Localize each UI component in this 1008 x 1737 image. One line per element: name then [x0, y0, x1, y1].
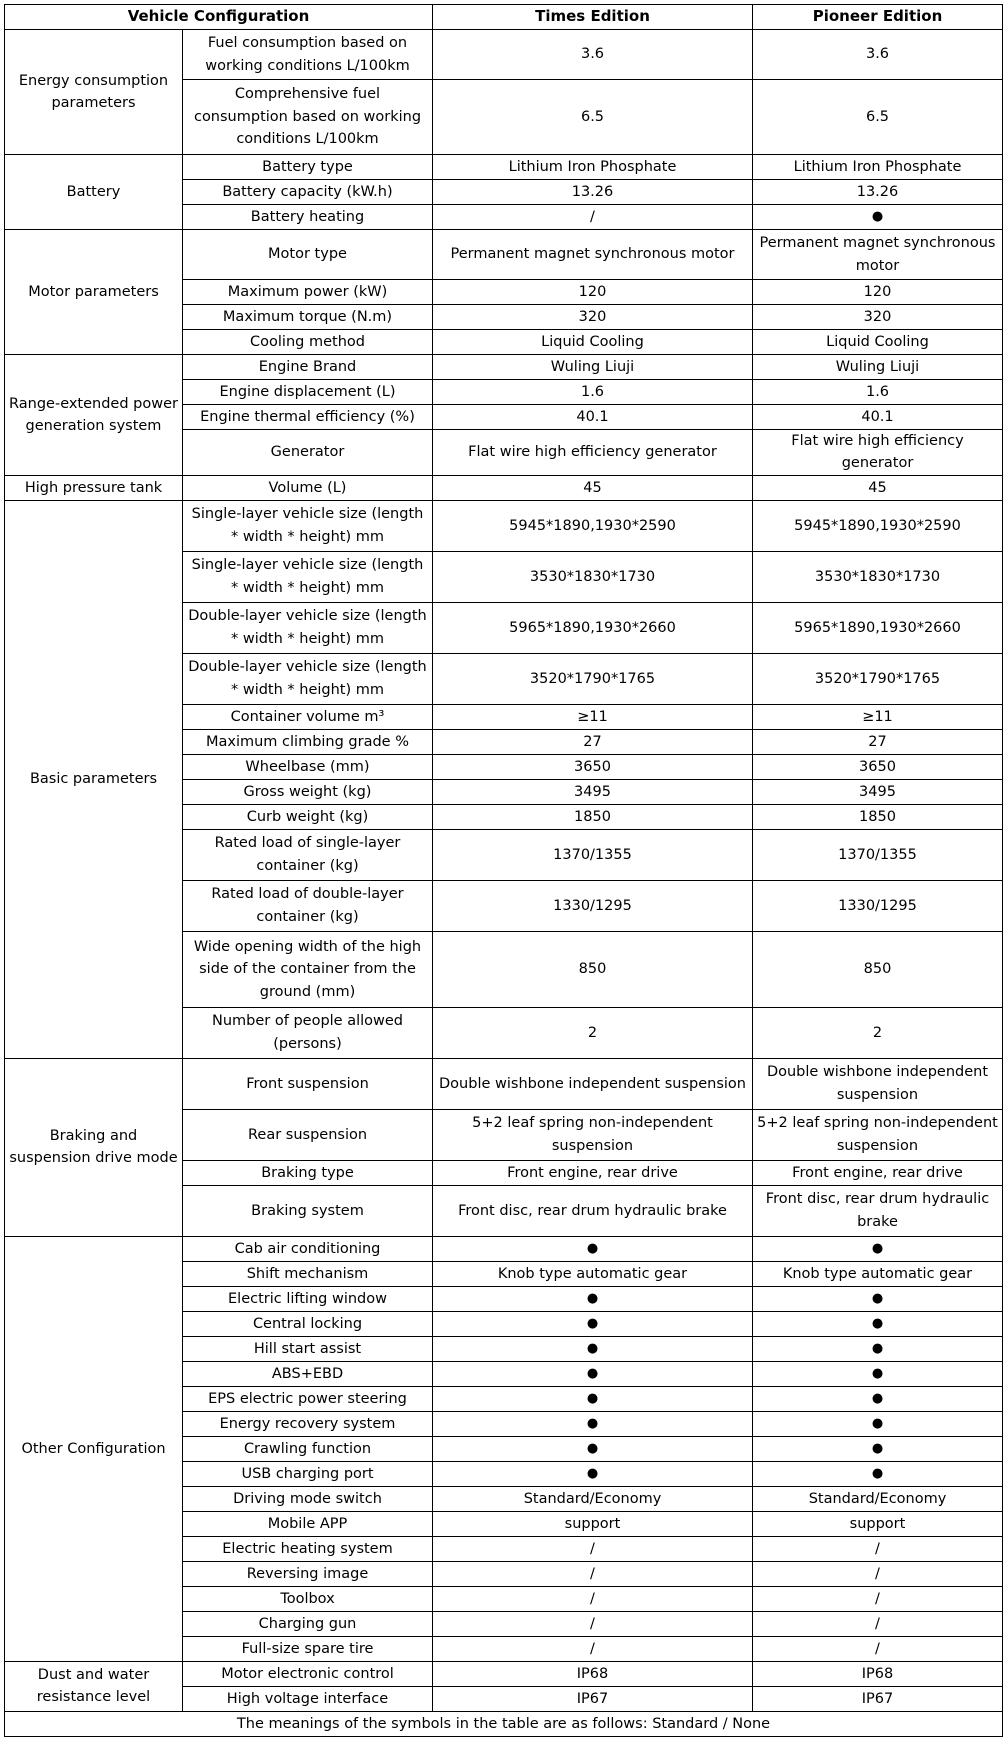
times-edition-value: support [433, 1511, 753, 1536]
parameter-name-cell: Hill start assist [183, 1336, 433, 1361]
group-name-cell: Other Configuration [5, 1236, 183, 1661]
parameter-name-cell: EPS electric power steering [183, 1386, 433, 1411]
parameter-name-cell: Gross weight (kg) [183, 779, 433, 804]
pioneer-edition-value: 2 [753, 1007, 1003, 1058]
times-edition-value: 6.5 [433, 80, 753, 155]
parameter-name-cell: Engine Brand [183, 355, 433, 380]
group-name-cell: Battery [5, 155, 183, 230]
parameter-name-cell: Front suspension [183, 1058, 433, 1109]
times-edition-value: ≥11 [433, 704, 753, 729]
times-edition-value: Knob type automatic gear [433, 1261, 753, 1286]
pioneer-edition-value: ● [753, 1311, 1003, 1336]
parameter-name-cell: Shift mechanism [183, 1261, 433, 1286]
pioneer-edition-value: 120 [753, 280, 1003, 305]
header-pioneer-edition: Pioneer Edition [753, 5, 1003, 30]
table-row [5, 1236, 1003, 1261]
table-row [5, 155, 1003, 180]
pioneer-edition-value: ● [753, 1461, 1003, 1486]
times-edition-value: Lithium Iron Phosphate [433, 155, 753, 180]
parameter-name-cell: Charging gun [183, 1611, 433, 1636]
pioneer-edition-value: Lithium Iron Phosphate [753, 155, 1003, 180]
times-edition-value: IP67 [433, 1686, 753, 1711]
parameter-name-cell: Battery type [183, 155, 433, 180]
times-edition-value: Flat wire high efficiency generator [433, 430, 753, 476]
times-edition-value: 320 [433, 305, 753, 330]
group-name-cell: Dust and water resistance level [5, 1661, 183, 1711]
times-edition-value: 13.26 [433, 180, 753, 205]
times-edition-value: Permanent magnet synchronous motor [433, 230, 753, 280]
times-edition-value: 1370/1355 [433, 829, 753, 880]
pioneer-edition-value: 40.1 [753, 405, 1003, 430]
pioneer-edition-value: IP67 [753, 1686, 1003, 1711]
times-edition-value: ● [433, 1461, 753, 1486]
parameter-name-cell: Rated load of double-layer container (kg) [183, 880, 433, 931]
times-edition-value: / [433, 1586, 753, 1611]
times-edition-value: ● [433, 1286, 753, 1311]
pioneer-edition-value: Flat wire high efficiency generator [753, 430, 1003, 476]
parameter-name-cell: Cab air conditioning [183, 1236, 433, 1261]
table-row [5, 500, 1003, 551]
parameter-name-cell: Reversing image [183, 1561, 433, 1586]
table-row [5, 230, 1003, 280]
footer-row [5, 1711, 1003, 1736]
times-edition-value: / [433, 1561, 753, 1586]
pioneer-edition-value: 850 [753, 931, 1003, 1007]
pioneer-edition-value: 13.26 [753, 180, 1003, 205]
parameter-name-cell: Maximum power (kW) [183, 280, 433, 305]
parameter-name-cell: Toolbox [183, 1586, 433, 1611]
times-edition-value: 27 [433, 729, 753, 754]
table-row [5, 1058, 1003, 1109]
times-edition-value: ● [433, 1236, 753, 1261]
pioneer-edition-value: ● [753, 205, 1003, 230]
times-edition-value: Front engine, rear drive [433, 1160, 753, 1185]
table-row [5, 355, 1003, 380]
parameter-name-cell: Rated load of single-layer container (kg) [183, 829, 433, 880]
times-edition-value: 3.6 [433, 30, 753, 80]
pioneer-edition-value: 27 [753, 729, 1003, 754]
pioneer-edition-value: / [753, 1636, 1003, 1661]
pioneer-edition-value: ● [753, 1286, 1003, 1311]
header-times-edition: Times Edition [433, 5, 753, 30]
pioneer-edition-value: 3.6 [753, 30, 1003, 80]
pioneer-edition-value: ● [753, 1361, 1003, 1386]
pioneer-edition-value: 1850 [753, 804, 1003, 829]
times-edition-value: 3530*1830*1730 [433, 551, 753, 602]
parameter-name-cell: Number of people allowed (persons) [183, 1007, 433, 1058]
pioneer-edition-value: / [753, 1611, 1003, 1636]
pioneer-edition-value: 5965*1890,1930*2660 [753, 602, 1003, 653]
parameter-name-cell: High voltage interface [183, 1686, 433, 1711]
parameter-name-cell: Generator [183, 430, 433, 476]
times-edition-value: 5965*1890,1930*2660 [433, 602, 753, 653]
pioneer-edition-value: 1.6 [753, 380, 1003, 405]
times-edition-value: IP68 [433, 1661, 753, 1686]
times-edition-value: ● [433, 1361, 753, 1386]
times-edition-value: Wuling Liuji [433, 355, 753, 380]
pioneer-edition-value: Knob type automatic gear [753, 1261, 1003, 1286]
parameter-name-cell: Maximum torque (N.m) [183, 305, 433, 330]
pioneer-edition-value: / [753, 1536, 1003, 1561]
pioneer-edition-value: ● [753, 1411, 1003, 1436]
parameter-name-cell: Maximum climbing grade % [183, 729, 433, 754]
parameter-name-cell: Curb weight (kg) [183, 804, 433, 829]
pioneer-edition-value: / [753, 1561, 1003, 1586]
pioneer-edition-value: 45 [753, 475, 1003, 500]
pioneer-edition-value: 6.5 [753, 80, 1003, 155]
pioneer-edition-value: Front engine, rear drive [753, 1160, 1003, 1185]
pioneer-edition-value: 320 [753, 305, 1003, 330]
times-edition-value: 850 [433, 931, 753, 1007]
parameter-name-cell: Double-layer vehicle size (length * width * height) mm [183, 602, 433, 653]
parameter-name-cell: Driving mode switch [183, 1486, 433, 1511]
pioneer-edition-value: ● [753, 1236, 1003, 1261]
times-edition-value: Standard/Economy [433, 1486, 753, 1511]
times-edition-value: 1330/1295 [433, 880, 753, 931]
pioneer-edition-value: support [753, 1511, 1003, 1536]
parameter-name-cell: Rear suspension [183, 1109, 433, 1160]
group-name-cell: High pressure tank [5, 475, 183, 500]
parameter-name-cell: Container volume m³ [183, 704, 433, 729]
parameter-name-cell: Cooling method [183, 330, 433, 355]
times-edition-value: 40.1 [433, 405, 753, 430]
parameter-name-cell: Battery heating [183, 205, 433, 230]
times-edition-value: 1.6 [433, 380, 753, 405]
parameter-name-cell: Central locking [183, 1311, 433, 1336]
parameter-name-cell: ABS+EBD [183, 1361, 433, 1386]
times-edition-value: / [433, 1611, 753, 1636]
pioneer-edition-value: Permanent magnet synchronous motor [753, 230, 1003, 280]
pioneer-edition-value: 5945*1890,1930*2590 [753, 500, 1003, 551]
times-edition-value: / [433, 1636, 753, 1661]
parameter-name-cell: Wide opening width of the high side of the container from the ground (mm) [183, 931, 433, 1007]
times-edition-value: 2 [433, 1007, 753, 1058]
pioneer-edition-value: 5+2 leaf spring non-independent suspension [753, 1109, 1003, 1160]
table-row [5, 30, 1003, 80]
times-edition-value: 120 [433, 280, 753, 305]
times-edition-value: 45 [433, 475, 753, 500]
pioneer-edition-value: 1330/1295 [753, 880, 1003, 931]
parameter-name-cell: Mobile APP [183, 1511, 433, 1536]
pioneer-edition-value: 3530*1830*1730 [753, 551, 1003, 602]
table-row [5, 475, 1003, 500]
pioneer-edition-value: ● [753, 1436, 1003, 1461]
pioneer-edition-value: 3650 [753, 754, 1003, 779]
parameter-name-cell: Double-layer vehicle size (length * width * height) mm [183, 653, 433, 704]
group-name-cell: Basic parameters [5, 500, 183, 1058]
times-edition-value: ● [433, 1411, 753, 1436]
group-name-cell: Range-extended power generation system [5, 355, 183, 476]
pioneer-edition-value: ≥11 [753, 704, 1003, 729]
symbols-legend-note: The meanings of the symbols in the table are as follows: Standard / None [5, 1711, 1003, 1736]
parameter-name-cell: Single-layer vehicle size (length * width * height) mm [183, 551, 433, 602]
pioneer-edition-value: 1370/1355 [753, 829, 1003, 880]
parameter-name-cell: Comprehensive fuel consumption based on working conditions L/100km [183, 80, 433, 155]
parameter-name-cell: Battery capacity (kW.h) [183, 180, 433, 205]
times-edition-value: 5+2 leaf spring non-independent suspension [433, 1109, 753, 1160]
group-name-cell: Motor parameters [5, 230, 183, 355]
pioneer-edition-value: 3495 [753, 779, 1003, 804]
parameter-name-cell: Volume (L) [183, 475, 433, 500]
parameter-name-cell: Motor type [183, 230, 433, 280]
pioneer-edition-value: IP68 [753, 1661, 1003, 1686]
parameter-name-cell: Crawling function [183, 1436, 433, 1461]
pioneer-edition-value: Wuling Liuji [753, 355, 1003, 380]
times-edition-value: Liquid Cooling [433, 330, 753, 355]
times-edition-value: ● [433, 1386, 753, 1411]
parameter-name-cell: Engine thermal efficiency (%) [183, 405, 433, 430]
pioneer-edition-value: 3520*1790*1765 [753, 653, 1003, 704]
times-edition-value: 3650 [433, 754, 753, 779]
times-edition-value: 3495 [433, 779, 753, 804]
table-footer [5, 1711, 1003, 1736]
times-edition-value: 5945*1890,1930*2590 [433, 500, 753, 551]
pioneer-edition-value: Liquid Cooling [753, 330, 1003, 355]
table-body [5, 30, 1003, 1712]
parameter-name-cell: Energy recovery system [183, 1411, 433, 1436]
parameter-name-cell: Wheelbase (mm) [183, 754, 433, 779]
group-name-cell: Energy consumption parameters [5, 30, 183, 155]
header-vehicle-configuration: Vehicle Configuration [5, 5, 433, 30]
pioneer-edition-value: Front disc, rear drum hydraulic brake [753, 1185, 1003, 1236]
times-edition-value: Front disc, rear drum hydraulic brake [433, 1185, 753, 1236]
times-edition-value: ● [433, 1336, 753, 1361]
parameter-name-cell: Fuel consumption based on working conditions L/100km [183, 30, 433, 80]
times-edition-value: Double wishbone independent suspension [433, 1058, 753, 1109]
times-edition-value: 1850 [433, 804, 753, 829]
table-header [5, 5, 1003, 30]
parameter-name-cell: Braking system [183, 1185, 433, 1236]
times-edition-value: 3520*1790*1765 [433, 653, 753, 704]
parameter-name-cell: Electric heating system [183, 1536, 433, 1561]
times-edition-value: / [433, 205, 753, 230]
vehicle-spec-table [4, 4, 1003, 1737]
parameter-name-cell: Motor electronic control [183, 1661, 433, 1686]
times-edition-value: / [433, 1536, 753, 1561]
header-row [5, 5, 1003, 30]
parameter-name-cell: Engine displacement (L) [183, 380, 433, 405]
parameter-name-cell: Full-size spare tire [183, 1636, 433, 1661]
pioneer-edition-value: Double wishbone independent suspension [753, 1058, 1003, 1109]
group-name-cell: Braking and suspension drive mode [5, 1058, 183, 1236]
pioneer-edition-value: ● [753, 1386, 1003, 1411]
pioneer-edition-value: / [753, 1586, 1003, 1611]
parameter-name-cell: USB charging port [183, 1461, 433, 1486]
parameter-name-cell: Braking type [183, 1160, 433, 1185]
parameter-name-cell: Single-layer vehicle size (length * width * height) mm [183, 500, 433, 551]
pioneer-edition-value: Standard/Economy [753, 1486, 1003, 1511]
times-edition-value: ● [433, 1311, 753, 1336]
times-edition-value: ● [433, 1436, 753, 1461]
parameter-name-cell: Electric lifting window [183, 1286, 433, 1311]
pioneer-edition-value: ● [753, 1336, 1003, 1361]
table-row [5, 1661, 1003, 1686]
